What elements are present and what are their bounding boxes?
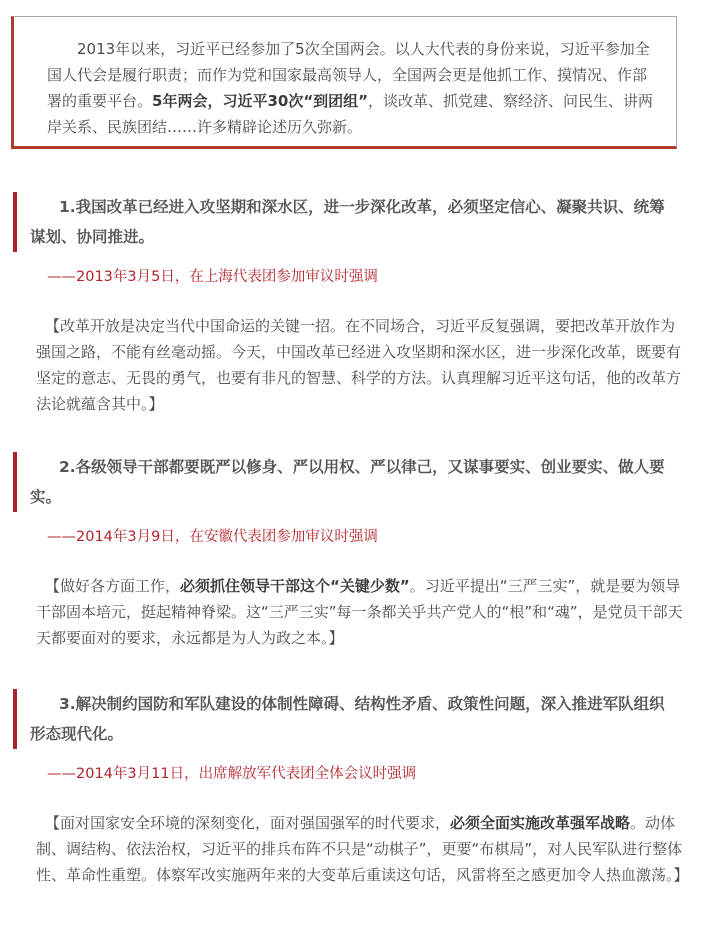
intro-text: 2013年以来，习近平已经参加了5次全国两会。以人大代表的身份来说，习近平参加全国人代会是履行职责；而作为党和国家最高领导人，全国两会更是他抓工作、摸情况、作部署的重要平台。 [47,40,650,110]
intro-paragraph [47,36,656,140]
section-3-source: ——2014年3月11日，出席解放军代表团全体会议时强调 [47,766,417,782]
intro-box [11,16,677,149]
section-1-comment-text: 【改革开放是决定当代中国命运的关键一招。在不同场合，习近平反复强调，要把改革开放作为强国之路，不能有丝毫动摇。今天，中国改革已经进入攻坚期和深水区，进一步深化改革，既要有坚定的意志、无畏的勇气，也要有非凡的智慧、科学的方法。认真理解习近平这句话，他的改革方法论就蕴含其中。】 [36,317,682,413]
section-3-comment-rest: 。动体制、调结构、依法治权，习近平的排兵布阵不只是“动棋子”，更要“布棋局”，对人民军队进行整体性、革命性重塑。体察军改实施两年来的大变革后重读这句话，风雷将至之感更加令人热血激荡。】 [36,814,689,884]
section-1-heading [13,192,676,252]
section-3-comment-text: 【面对国家安全环境的深刻变化，面对强国强军的时代要求， [45,814,451,832]
section-2-comment-rest: 。习近平提出“三严三实”，就是要为领导干部固本培元，挺起精神脊梁。这“三严三实”每一条都关乎共产党人的“根”和“魂”，是党员干部天天都要面对的要求，永远都是为人为政之本。】 [36,577,683,647]
section-2-comment [36,573,686,651]
section-2-comment-highlight: 必须抓住领导干部这个“关键少数” [180,577,410,595]
section-2-heading-text: 2.各级领导干部都要既严以修身、严以用权、严以律己，又谋事要实、创业要实、做人要实。 [30,458,665,506]
section-3-heading [13,689,676,749]
section-2-heading [13,452,676,512]
section-2-source: ——2014年3月9日，在安徽代表团参加审议时强调 [47,529,378,545]
section-1-comment [36,313,686,417]
section-3-heading-text: 3.解决制约国防和军队建设的体制性障碍、结构性矛盾、政策性问题，深入推进军队组织形态现代化。 [30,695,665,743]
section-3-comment-highlight: 必须全面实施改革强军战略 [450,814,631,832]
section-1-source: ——2013年3月5日，在上海代表团参加审议时强调 [47,269,378,285]
section-3-comment [36,810,689,888]
section-1-heading-text: 1.我国改革已经进入攻坚期和深水区，进一步深化改革，必须坚定信心、凝聚共识、统筹谋划、协同推进。 [30,198,665,246]
intro-text-rest: ，谈改革、抓党建、察经济、问民生、讲两岸关系、民族团结……许多精辟论述历久弥新。 [47,92,654,136]
section-2-comment-text: 【做好各方面工作， [45,577,181,595]
intro-highlight: 5年两会，习近平30次“到团组” [152,92,369,110]
